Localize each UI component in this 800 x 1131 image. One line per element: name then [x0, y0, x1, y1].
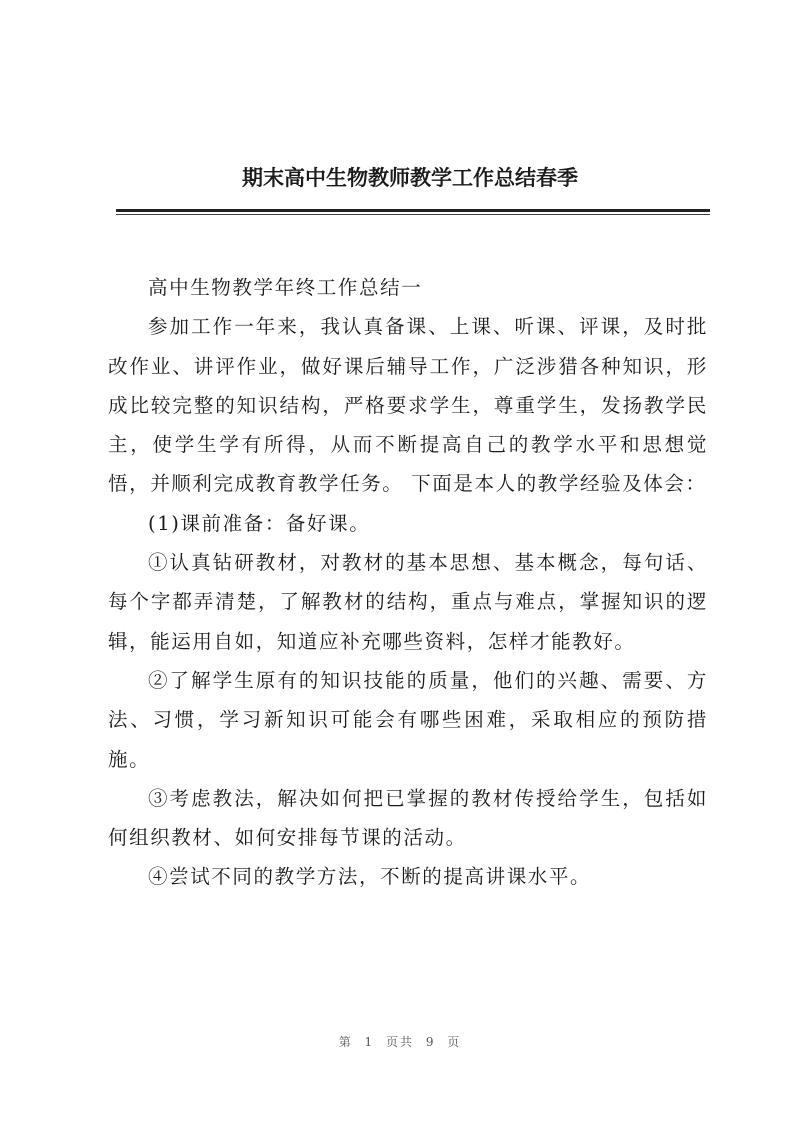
document-title: 期末高中生物教师教学工作总结春季: [242, 166, 578, 190]
list-item: ②了解学生原有的知识技能的质量，他们的兴趣、需要、方法、习惯，学习新知识可能会有哪些困难，采取相应的预防措施。: [108, 668, 708, 771]
list-item: ①认真钻研教材，对教材的基本思想、基本概念，每句话、每个字都弄清楚，了解教材的结构，重点与难点，掌握知识的逻辑，能运用自如，知道应补充哪些资料，怎样才能教好。: [108, 551, 708, 653]
title-divider-thin: [116, 214, 710, 215]
list-item: ④尝试不同的教学方法，不断的提高讲课水平。: [148, 865, 592, 889]
body-paragraph: 参加工作一年来，我认真备课、上课、听课、评课，及时批改作业、讲评作业，做好课后辅导工作，广泛涉猎各种知识，形成比较完整的知识结构，严格要求学生，尊重学生，发扬教学民主，使学生学有所得，从而不断提高自己的教学水平和思想觉悟，并顺利完成教育教学任务。 下面是本人的教学经验及体会：: [108, 315, 708, 496]
list-item: ③考虑教法，解决如何把已掌握的教材传授给学生，包括如何组织教材、如何安排每节课的活动。: [108, 786, 708, 850]
document-body: [108, 268, 708, 897]
title-divider: [116, 209, 710, 212]
page-footer: 第 1 页共 9 页: [338, 1035, 462, 1049]
list-heading: (1)课前准备：备好课。: [148, 511, 371, 535]
section-heading: 高中生物教学年终工作总结一: [148, 276, 423, 299]
